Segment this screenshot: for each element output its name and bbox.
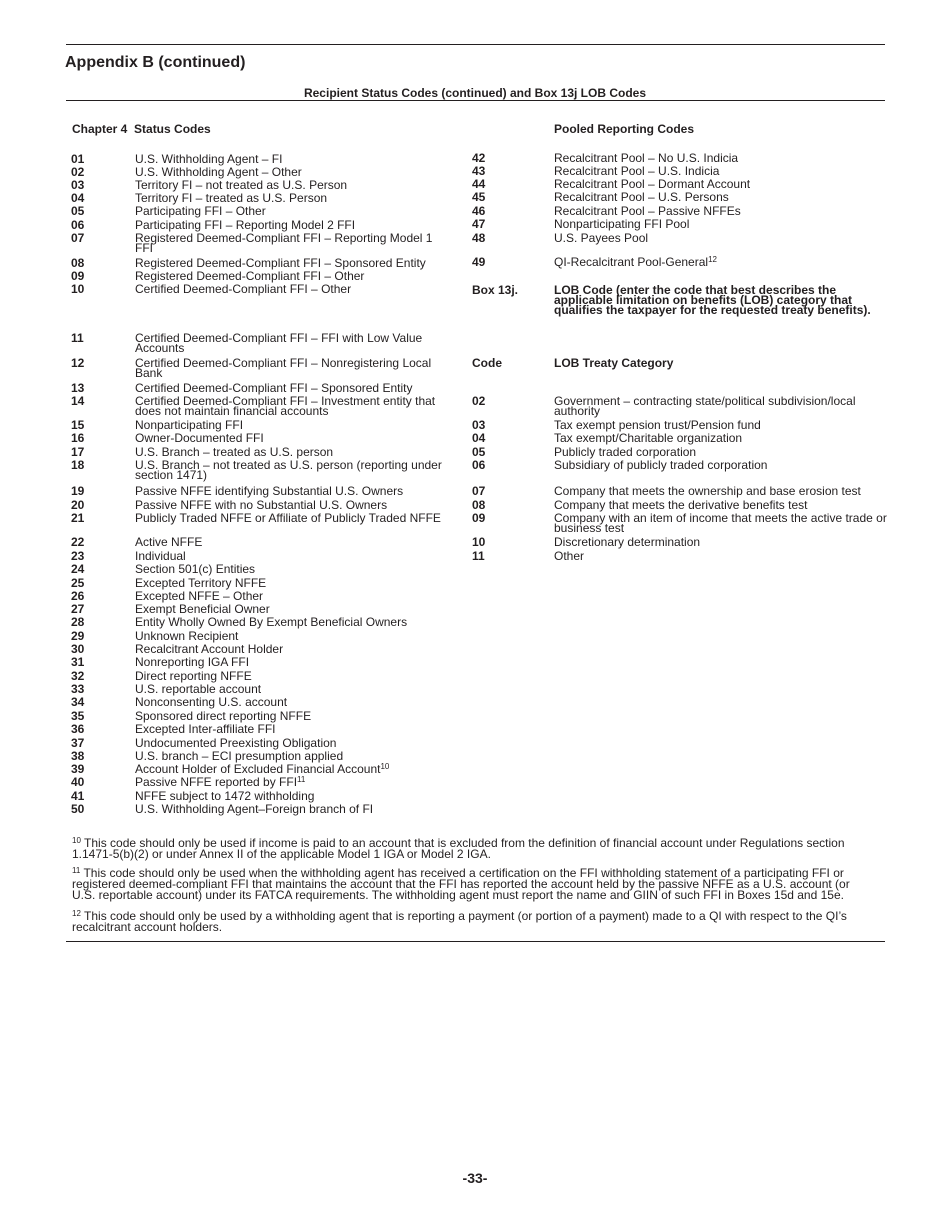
code-number: 26 [71, 589, 85, 603]
code-description [135, 258, 451, 268]
code-description-text: Registered Deemed-Compliant FFI – Sponsored Entity [135, 256, 426, 270]
code-description [135, 791, 451, 801]
code-description-text: Account Holder of Excluded Financial Account [135, 762, 381, 776]
code-description-text: U.S. reportable account [135, 682, 262, 696]
code-number: 49 [472, 255, 486, 269]
code-description-text: Certified Deemed-Compliant FFI – FFI with Low Value Accounts [135, 331, 423, 355]
code-description [554, 460, 889, 470]
code-description [135, 500, 451, 510]
code-number: 17 [71, 445, 85, 459]
code-description [135, 206, 451, 216]
code-description-text: Registered Deemed-Compliant FFI – Other [135, 269, 365, 283]
code-description-text: Participating FFI – Reporting Model 2 FFI [135, 218, 356, 232]
code-number: 38 [71, 749, 85, 763]
code-description [554, 257, 889, 267]
footnote-marker: 11 [72, 866, 81, 875]
code-description-text: Entity Wholly Owned By Exempt Beneficial Owners [135, 615, 408, 629]
code-description [554, 179, 889, 189]
code-description-text: Certified Deemed-Compliant FFI – Sponsored Entity [135, 381, 413, 395]
code-description [135, 284, 451, 294]
code-description-text: Recalcitrant Pool – Dormant Account [554, 177, 751, 191]
code-number: 47 [472, 217, 486, 231]
code-description-text: Nonreporting IGA FFI [135, 655, 250, 669]
code-description [135, 684, 451, 694]
code-number: 21 [71, 511, 85, 525]
code-number: 18 [71, 458, 85, 472]
chapter4-heading: Chapter 4 Status Codes [72, 122, 211, 136]
footnote-text: This code should only be used when the withholding agent has received a certification on the FFI withholding statement of a participating FFI or registered deemed-compliant FFI that maintains the account that the FFI has reported the account held by the passive NFFE as a U.S. account (or U.S. reportable account) under its FATCA requirements. The withholding agent must report the name and GIIN of such FFI in Boxes 15d and 15e. [72, 866, 850, 902]
code-description [135, 193, 451, 203]
code-number: 06 [472, 458, 486, 472]
footnote-12 [72, 911, 872, 933]
code-number: 32 [71, 669, 85, 683]
code-number: 22 [71, 535, 85, 549]
code-number: 11 [472, 549, 485, 563]
code-description-text: Recalcitrant Pool – U.S. Indicia [554, 164, 720, 178]
code-number: 20 [71, 498, 85, 512]
code-number: 13 [71, 381, 85, 395]
code-description-text: U.S. Payees Pool [554, 231, 649, 245]
code-number: 28 [71, 615, 85, 629]
code-number: 44 [472, 177, 486, 191]
code-description [135, 777, 451, 787]
footnote-text: This code should only be used by a withholding agent that is reporting a payment (or portion of a payment) made to a QI with respect to the QI’s recalcitrant account holders. [72, 909, 847, 934]
code-number: 04 [71, 191, 85, 205]
code-number: 33 [71, 682, 85, 696]
footnote-10 [72, 838, 872, 860]
code-description [554, 486, 889, 496]
code-description [135, 433, 451, 443]
code-description-text: Recalcitrant Pool – No U.S. Indicia [554, 151, 739, 165]
code-description-text: Tax exempt/Charitable organization [554, 431, 743, 445]
code-description-text: Government – contracting state/political subdivision/local authority [554, 394, 856, 418]
code-number: 29 [71, 629, 85, 643]
page-heading: Appendix B (continued) [65, 54, 246, 71]
code-description [135, 578, 451, 588]
code-description-text: U.S. Branch – not treated as U.S. person (reporting under section 1471) [135, 458, 442, 482]
code-description [135, 383, 451, 393]
code-description-text: Sponsored direct reporting NFFE [135, 709, 312, 723]
code-description [554, 233, 889, 243]
code-description-text: Nonparticipating FFI [135, 418, 244, 432]
code-description-text: Subsidiary of publicly traded corporation [554, 458, 768, 472]
code-description [554, 420, 889, 430]
code-number: 37 [71, 736, 85, 750]
code-description [135, 751, 451, 761]
code-description-text: Passive NFFE reported by FFI [135, 775, 298, 789]
code-description-text: Nonparticipating FFI Pool [554, 217, 690, 231]
code-description-text: Passive NFFE identifying Substantial U.S. Owners [135, 484, 404, 498]
code-description [135, 180, 451, 190]
code-description [554, 219, 889, 229]
code-description-text: Tax exempt pension trust/Pension fund [554, 418, 761, 432]
code-number: 05 [472, 445, 486, 459]
code-number: 14 [71, 394, 85, 408]
code-description [135, 657, 451, 667]
code-description-text: Passive NFFE with no Substantial U.S. Owners [135, 498, 388, 512]
code-number: 23 [71, 549, 85, 563]
code-description-text: Publicly traded corporation [554, 445, 697, 459]
footnote-11 [72, 868, 872, 901]
code-number: 34 [71, 695, 85, 709]
code-description [135, 551, 451, 561]
code-number: 08 [71, 256, 85, 270]
page-number: -33- [462, 1170, 488, 1186]
code-number: 10 [472, 535, 486, 549]
code-number: 39 [71, 762, 85, 776]
code-description [135, 447, 451, 457]
code-description-text: Recalcitrant Pool – U.S. Persons [554, 190, 729, 204]
code-number: 24 [71, 562, 85, 576]
code-number: 45 [472, 190, 486, 204]
code-number: 01 [71, 152, 85, 166]
code-description [135, 358, 451, 378]
code-description [554, 433, 889, 443]
code-description-text: Excepted Territory NFFE [135, 576, 267, 590]
code-description [135, 220, 451, 230]
code-description [135, 460, 451, 480]
code-description-text: U.S. branch – ECI presumption applied [135, 749, 344, 763]
code-description [135, 764, 451, 774]
code-number: 05 [71, 204, 85, 218]
code-number: 08 [472, 498, 486, 512]
code-description [135, 233, 451, 253]
code-number: 07 [472, 484, 486, 498]
code-description [135, 804, 451, 814]
code-description-text: Company with an item of income that meets the active trade or business test [554, 511, 887, 535]
code-number: 16 [71, 431, 85, 445]
code-description-text: Nonconsenting U.S. account [135, 695, 288, 709]
code-number: 10 [71, 282, 85, 296]
code-number: 09 [71, 269, 85, 283]
code-number: 11 [71, 331, 84, 345]
code-description-text: Company that meets the derivative benefits test [554, 498, 808, 512]
code-description-text: QI-Recalcitrant Pool-General [554, 255, 709, 269]
code-description [135, 697, 451, 707]
code-description [135, 644, 451, 654]
code-description [554, 513, 889, 533]
code-number: 25 [71, 576, 85, 590]
code-description [135, 513, 451, 523]
box13j-label: Box 13j. [472, 283, 519, 297]
code-number: 02 [472, 394, 486, 408]
code-description [554, 396, 889, 416]
code-description-text: U.S. Withholding Agent–Foreign branch of FI [135, 802, 374, 816]
code-description [135, 420, 451, 430]
footnote-reference: 12 [708, 255, 717, 264]
code-description-text: Certified Deemed-Compliant FFI – Nonregistering Local Bank [135, 356, 432, 380]
code-description [135, 671, 451, 681]
code-number: 27 [71, 602, 85, 616]
code-description-text: Excepted NFFE – Other [135, 589, 264, 603]
code-description [135, 154, 451, 164]
footnote-text: This code should only be used if income is paid to an account that is excluded from the definition of financial account under Regulations section 1.1471-5(b)(2) or under Annex II of the applicable Model 1 IGA or Model 2 IGA. [72, 836, 845, 861]
code-description [554, 153, 889, 163]
code-number: 15 [71, 418, 85, 432]
code-description [135, 591, 451, 601]
code-number: 43 [472, 164, 486, 178]
subheading-rule [66, 100, 885, 101]
code-number: 06 [71, 218, 85, 232]
code-description-text: NFFE subject to 1472 withholding [135, 789, 315, 803]
code-number: 04 [472, 431, 486, 445]
code-description [554, 166, 889, 176]
code-number: 41 [71, 789, 85, 803]
code-description-text: U.S. Withholding Agent – Other [135, 165, 302, 179]
code-description [554, 500, 889, 510]
code-description [554, 192, 889, 202]
code-description-text: Active NFFE [135, 535, 203, 549]
box13j-description: LOB Code (enter the code that best describes the applicable limitation on benefits (LOB) category that qualifies the taxpayer for the requested treaty benefits). [554, 283, 871, 317]
code-number: 03 [472, 418, 486, 432]
code-description [135, 486, 451, 496]
code-description-text: Owner-Documented FFI [135, 431, 264, 445]
code-description [554, 551, 889, 561]
footnote-reference: 10 [380, 762, 390, 771]
code-description [135, 167, 451, 177]
code-number: 09 [472, 511, 486, 525]
code-description-text: Undocumented Preexisting Obligation [135, 736, 337, 750]
bottom-rule [66, 941, 885, 942]
code-description-text: Discretionary determination [554, 535, 701, 549]
code-description-text: Registered Deemed-Compliant FFI – Reporting Model 1 FFI [135, 231, 433, 255]
code-description-text: Participating FFI – Other [135, 204, 266, 218]
code-description [135, 537, 451, 547]
code-description [135, 631, 451, 641]
code-number: 31 [71, 655, 85, 669]
code-description [135, 617, 451, 627]
code-description-text: Publicly Traded NFFE or Affiliate of Publicly Traded NFFE [135, 511, 441, 525]
code-description-text: Direct reporting NFFE [135, 669, 252, 683]
code-description-text: Unknown Recipient [135, 629, 239, 643]
page-subheading: Recipient Status Codes (continued) and Box 13j LOB Codes [303, 86, 647, 100]
pooled-heading: Pooled Reporting Codes [554, 122, 695, 136]
code-number: 48 [472, 231, 486, 245]
code-number: 50 [71, 802, 85, 816]
code-description [554, 537, 889, 547]
code-description [135, 604, 451, 614]
code-number: 42 [472, 151, 486, 165]
code-number: 19 [71, 484, 85, 498]
footnote-marker: 10 [72, 836, 81, 845]
code-description [554, 206, 889, 216]
code-description [554, 447, 889, 457]
code-description-text: Certified Deemed-Compliant FFI – Investment entity that does not maintain financial accounts [135, 394, 436, 418]
code-description-text: Section 501(c) Entities [135, 562, 256, 576]
code-description [135, 724, 451, 734]
code-description-text: Territory FI – treated as U.S. Person [135, 191, 328, 205]
code-description-text: Exempt Beneficial Owner [135, 602, 270, 616]
code-description [135, 271, 451, 281]
code-number: 35 [71, 709, 85, 723]
lob-category-header: LOB Treaty Category [554, 356, 674, 370]
code-description-text: Recalcitrant Pool – Passive NFFEs [554, 204, 741, 218]
code-number: 40 [71, 775, 85, 789]
code-description-text: U.S. Withholding Agent – FI [135, 152, 283, 166]
footnote-reference: 11 [297, 775, 306, 784]
code-description-text: Recalcitrant Account Holder [135, 642, 284, 656]
code-description-text: Other [554, 549, 585, 563]
code-description-text: Company that meets the ownership and base erosion test [554, 484, 861, 498]
code-number: 30 [71, 642, 85, 656]
code-number: 12 [71, 356, 85, 370]
code-number: 46 [472, 204, 486, 218]
footnote-marker: 12 [72, 909, 81, 918]
code-number: 07 [71, 231, 85, 245]
code-description [135, 738, 451, 748]
code-description [135, 564, 451, 574]
code-description-text: Individual [135, 549, 186, 563]
top-rule [66, 44, 885, 45]
code-description-text: Territory FI – not treated as U.S. Person [135, 178, 348, 192]
code-description [135, 711, 451, 721]
code-number: 03 [71, 178, 85, 192]
lob-code-header: Code [472, 356, 502, 370]
code-description-text: Certified Deemed-Compliant FFI – Other [135, 282, 352, 296]
code-number: 02 [71, 165, 85, 179]
code-description [135, 333, 451, 353]
code-description-text: Excepted Inter-affiliate FFI [135, 722, 276, 736]
code-number: 36 [71, 722, 85, 736]
code-description-text: U.S. Branch – treated as U.S. person [135, 445, 334, 459]
code-description [135, 396, 451, 416]
